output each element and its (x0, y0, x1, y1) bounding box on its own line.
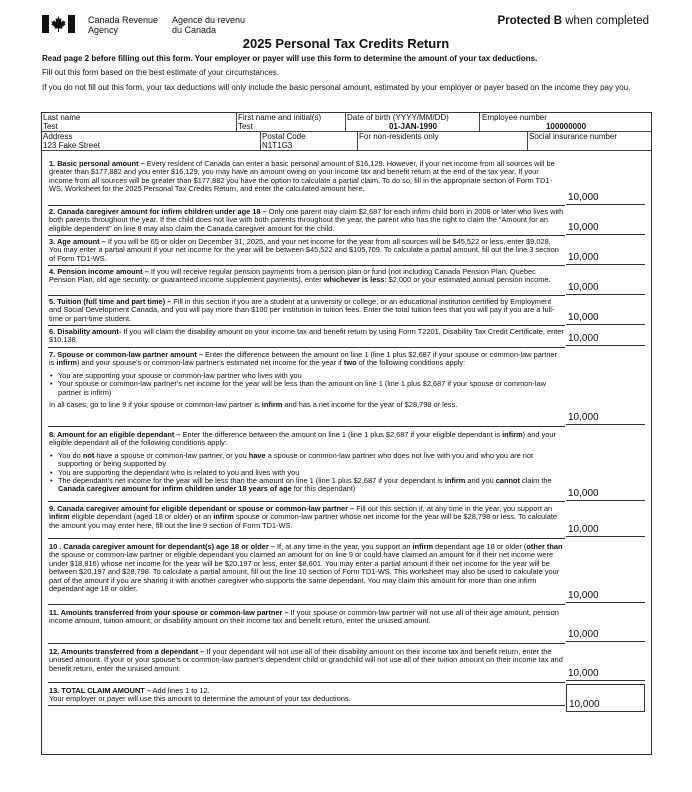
line-8-eligible-dependant: 8. Amount for an eligible dependant – Enter the difference between the amount on line 1 (line 1 plus $2,687 if your eligible dependant is infirm) and your eligible dependant all of the following conditions apply: • You do not have a spouse or common-law partner, or you have a spouse or common-law partner who does not live with you and who you are not supporting or being supported by • You are supporting the dependant who is related to you and lives with you • The dependant's net income for the year will be less than the amount on line 1 (line 1 plus $2,687 if your dependant is infirm and you cannot claim the Canada caregiver amount for infirm children under 18 years of age for this dependant) (49, 431, 564, 494)
address-field[interactable]: Address 123 Fake Street (42, 132, 261, 151)
postal-code-field[interactable]: Postal Code N1T1G3 (261, 132, 358, 151)
line-6-disability: 6. Disability amount- If you will claim the disability amount on your income tax and benefit return by using Form T2201, Disability Tax Credit Certificate, enter $10,138. (49, 327, 564, 345)
line-7-spouse-amount: 7. Spouse or common-law partner amount – Enter the difference between the amount on line 1 (line 1 plus $2,687 if your spouse or common-law partner is infirm) and your spouse's or common-law partner's estimated net income for the year if two of the following conditions apply: • You are supporting your spouse or common-law partner who lives with you • Your spouse or common-law partner's net income for the year will be less than the amount on line 1 (line 1 plus $2,687 if your spouse or common-law partner is infirm) In all cases, go to line 9 if your spouse or common-law partner is infirm and has a net income for the year of $28,798 or less. (49, 351, 564, 409)
divider (48, 682, 565, 683)
line-9-caregiver-dependant-spouse: 9. Canada caregiver amount for eligible dependant or spouse or common-law partner – Fill out this section if, at any time in the year, you support an infirm eligible dependant (aged 18 or older) or an infirm spouse or common-law partner whose net income for the year will be $28,798 or less. To calculate the amount you may enter here, fill out the line 9 section of Form TD1-WS. (49, 504, 558, 530)
divider (48, 705, 565, 706)
line-8-amount-input[interactable]: 10,000 (566, 487, 645, 501)
line-10-amount-input[interactable]: 10,000 (566, 589, 645, 603)
page-title: 2025 Personal Tax Credits Return (242, 36, 450, 51)
line-1-basic-personal-amount: 1. Basic personal amount – Every resident of Canada can enter a basic personal amount of $16,129. However, if your net income from all sources will be greater than $177,882 and you enter $16,129, you may have an amount owing on your income tax and benefit return at the end of the tax year. If your income from all sources will be greater than $177,882 you have the option to calculate a partial claim. To do so, fill in the appropriate section of Form TD1-WS, Worksheet for the 2025 Personal Tax Credits Return, and enter the calculated amount here. (49, 159, 555, 194)
line-2-caregiver-children: 2. Canada caregiver amount for infirm children under age 18 – Only one parent may claim $2,687 for each infirm child born in 2008 or later who lives with both parents throughout the year. If the child does not live with both parents throughout the year, the parent who has the right to claim the "Amount for an eligible dependent" on line 8 may also claim the Canada caregiver amount for the child. (49, 207, 564, 233)
intro-instructions: Read page 2 before filling out this form. Your employer or payer will use this form to determine the amount of your tax deductions. (42, 54, 538, 63)
divider (48, 265, 565, 266)
agency-name-english: Canada Revenue Agency (88, 15, 159, 35)
divider (48, 501, 565, 502)
divider (48, 347, 565, 348)
line-8-condition-1: • You do not have a spouse or common-law partner, or you have a spouse or common-law partner who does not live with you and who you are not supporting or being supported by (49, 452, 564, 469)
line-2-amount-input[interactable]: 10,000 (566, 221, 645, 235)
line-1-amount-input[interactable]: 10,000 (566, 191, 645, 205)
protected-b-label: Protected B when completed (497, 15, 649, 27)
divider (48, 426, 565, 427)
line-6-amount-input[interactable]: 10,000 (566, 332, 645, 346)
line-12-amount-input[interactable]: 10,000 (566, 667, 645, 681)
form-frame (41, 112, 652, 755)
line-5-tuition: 5. Tuition (full time and part time) – Fill in this section if you are a student at a university or college, or an educational institution certified by Employment and Social Development Canada, and you will pay more than $100 per institution in tuition fees. Enter the total tuition fees that you will pay if you are a full-time or part-time student. (49, 297, 555, 323)
line-13-total-claim: 13. TOTAL CLAIM AMOUNT – Add lines 1 to 12. Your employer or payer will use this amount to determine the amount of your tax deductions. (49, 686, 351, 704)
line-4-pension-income: 4. Pension income amount – If you will receive regular pension payments from a pension plan or fund (not including Canada Pension Plan, Quebec Pension Plan, old age security, or guaranteed income supplement payments), enter whichever is less: $2,000 or your estimated annual pension income. (49, 267, 551, 285)
divider (48, 604, 565, 605)
line-10-caregiver-dependants-18: 10 . Canada caregiver amount for dependant(s) age 18 or older – If, at any time in the year, you support an infirm dependant age 18 or older (other than the spouse or common-law partner or eligible dependant you claimed an amount for on line 9 or could have claimed an amount for if their net income were under $18,816) whose net income for the year will be $20,197 or less, enter $8,601. You may enter a partial amount if their net income for the year will be between $20,197 and $28,798. To calculate a partial amount, fill out the line 10 section of Form TD1-WS. This worksheet may also be used to calculate your part of the amount if you are sharing it with another caregiver who supports the same dependant. You may claim this amount for more than one infirm dependant age 18 or older. (49, 542, 563, 594)
agency-name-french: Agence du revenu du Canada (172, 15, 246, 35)
line-4-amount-input[interactable]: 10,000 (566, 281, 645, 295)
total-claim-amount-input[interactable]: 10,000 (566, 684, 645, 712)
first-name-field[interactable]: First name and initial(s) Test (237, 113, 346, 132)
divider (48, 205, 565, 206)
line-7-condition-2: • Your spouse or common-law partner's net income for the year will be less than the amount on line 1 (line 1 plus $2,687 if your spouse or common-law partner is infirm) (49, 380, 564, 397)
line-12-transfer-dependant: 12. Amounts transferred from a dependant – If your dependant will not use all of their disability amount on their income tax and benefit return, enter the unused amount. If your or your spouse's or common-law partner's dependent child or grandchild will not use all of their tuition amount on their income tax and benefit return, enter the unused amount. (49, 647, 563, 673)
sin-field[interactable]: Social insurance number (528, 132, 651, 151)
line-3-age-amount: 3. Age amount – If you will be 65 or older on December 31, 2025, and your net income for the year from all sources will be $45,522 or less, enter $9,028. You may enter a partial amount if your net income for the year will be between $45,522 and $105,709. To calculate a partial amount, fill out the line 3 section of Form TD1-WS. (49, 237, 559, 263)
line-11-amount-input[interactable]: 10,000 (566, 628, 645, 642)
line-8-condition-3: • The dependant's net income for the year will be less than the amount on line 1 (line 1 plus $2,687 if your dependant is infirm and you cannot claim the Canada caregiver amount for infirm children under 18 years of age for this dependant) (49, 477, 564, 494)
line-3-amount-input[interactable]: 10,000 (566, 251, 645, 265)
intro-default-note: If you do not fill out this form, your tax deductions will only include the basic personal amount, estimated by your employer or payer based on the income they pay you. (42, 83, 631, 92)
line-11-transfer-spouse: 11. Amounts transferred from your spouse or common-law partner – If your spouse or common-law partner will not use all of their age amount, pension income amount, tuition amount, or disability amount on their income tax and benefit return, enter the unused amount. (49, 608, 559, 626)
divider (48, 538, 565, 539)
divider (48, 325, 565, 326)
date-of-birth-field[interactable]: Date of birth (YYYY/MM/DD) 01-JAN-1990 (346, 113, 480, 132)
divider (48, 235, 565, 236)
line-5-amount-input[interactable]: 10,000 (566, 311, 645, 325)
line-9-amount-input[interactable]: 10,000 (566, 523, 645, 537)
line-8-condition-2: • You are supporting the dependant who is related to you and lives with you (49, 469, 564, 477)
line-7-condition-1: • You are supporting your spouse or common-law partner who lives with you (49, 372, 564, 380)
intro-estimate-note: Fill out this form based on the best estimate of your circumstances. (42, 68, 279, 77)
divider (48, 643, 565, 644)
divider (48, 295, 565, 296)
last-name-field[interactable]: Last name Test (42, 113, 237, 132)
employee-number-field[interactable]: Employee number 100000000 (480, 113, 651, 132)
line-7-amount-input[interactable]: 10,000 (566, 411, 645, 425)
canada-flag-icon (42, 15, 75, 33)
non-residents-field[interactable]: For non-residents only (358, 132, 528, 151)
